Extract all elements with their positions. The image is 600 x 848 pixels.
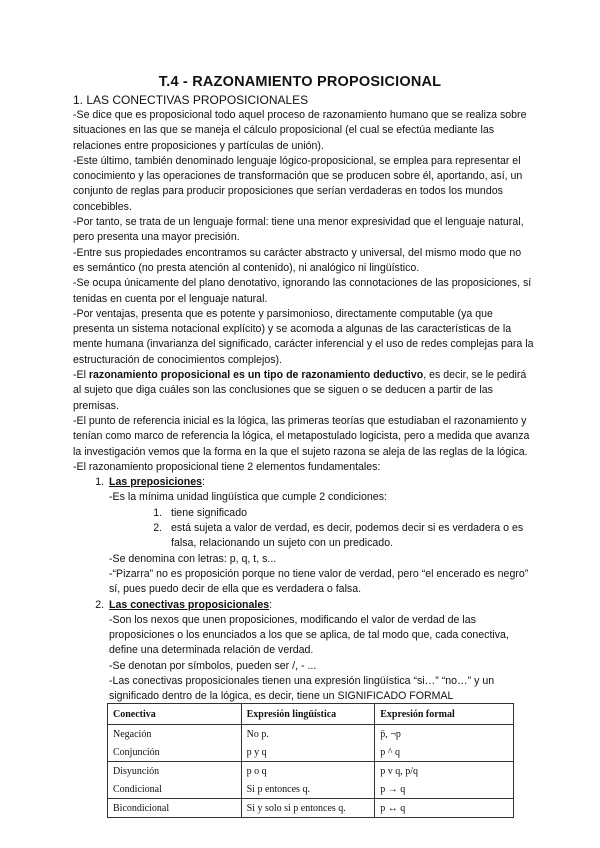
- colon: :: [202, 476, 205, 489]
- bold-text: razonamiento proposicional es un tipo de razonamiento deductivo: [88, 369, 424, 382]
- table-row: [108, 743, 514, 762]
- paragraph: -El punto de referencia inicial es la lógica, las primeras teorías que estudiaban el razonamiento y tenían como marco de referencia la lógica, el metapostulado logicista, pero a medida que avanza la investigación vemos que la forma en la que el sujeto razona se aleja de las reglas de la lógica.: [73, 414, 530, 458]
- sub-text: -Las conectivas proposicionales tienen una expresión lingüística “si…” “no…” y un significado dentro de la lógica, es decir, tiene un SIGNIFICADO FORMAL: [109, 674, 495, 703]
- table-header-row: [108, 704, 514, 725]
- list-item-label: Las preposiciones: [109, 476, 203, 489]
- text-fragment: , es decir, se le pedirá al sujeto que diga cuáles son las conclusiones que se siguen o se deducen a partir de las premisas.: [73, 369, 527, 412]
- paragraph: -El razonamiento proposicional tiene 2 elementos fundamentales:: [73, 460, 381, 473]
- condition-item: 1. tiene significado: [165, 506, 535, 521]
- table-header-cell: Expresión lingüística: [241, 704, 375, 725]
- table-cell: p v q, p/q: [375, 762, 514, 781]
- list-item: [107, 475, 535, 597]
- paragraph: -Se dice que es proposicional todo aquel proceso de razonamiento humano que se realiza sobre situaciones en las que se maneja el cálculo proposicional (el cual se efectúa mediante las relaciones entre proposiciones y partículas de unión).: [73, 109, 527, 152]
- table-row: [108, 780, 514, 799]
- table-row: [108, 799, 514, 818]
- conditions-list: [75, 506, 535, 552]
- table-cell: Bicondicional: [108, 799, 242, 818]
- table-cell: p y q: [241, 743, 375, 762]
- connectives-table: [107, 703, 514, 818]
- sub-text: -Son los nexos que unen proposiciones, modificando el valor de verdad de las proposiciones o los enunciados a los que se aplica, de tal modo que, cada conectiva, define una determinada relación de verdad.: [109, 613, 509, 657]
- colon: :: [269, 598, 273, 611]
- table-cell: p ↔ q: [375, 799, 514, 818]
- section-heading: 1. LAS CONECTIVAS PROPOSICIONALES: [73, 93, 309, 107]
- table-cell: Si y solo si p entonces q.: [241, 799, 375, 818]
- paragraph: -Este último, también denominado lenguaje lógico-proposicional, se emplea para representar el conocimiento y las operaciones de transformación que se producen sobre él, aportando, así, un conjunto de reglas para producir proposiciones que serían verdaderas en todos los mundos concebibles.: [73, 154, 523, 213]
- table-header-cell: Conectiva: [108, 704, 242, 725]
- paragraph-bold-definition: [73, 368, 535, 414]
- table-cell: p̄, ¬p: [375, 725, 514, 744]
- table-cell: Conjunción: [108, 743, 242, 762]
- table-cell: Si p entonces q.: [241, 780, 375, 799]
- table-cell: Condicional: [108, 780, 242, 799]
- paragraph: -Entre sus propiedades encontramos su carácter abstracto y universal, del mismo modo que no es semántico (no presta atención al contenido), ni analógico ni lingüístico.: [73, 246, 522, 274]
- condition-item: 2. está sujeta a valor de verdad, es decir, podemos decir si es verdadera o es falsa, relacionando un sujeto con un predicado.: [165, 521, 535, 552]
- document-body: [73, 108, 535, 705]
- page-title: T.4 - RAZONAMIENTO PROPOSICIONAL: [158, 74, 442, 90]
- table-row: [108, 725, 514, 744]
- table-cell: No p.: [241, 725, 375, 744]
- elements-list: [73, 475, 535, 704]
- list-item: [107, 598, 535, 705]
- table-cell: p o q: [241, 762, 375, 781]
- paragraph: -Por ventajas, presenta que es potente y parsimonioso, directamente computable (ya que presenta un sistema notacional explícito) y se acomoda a algunas de las características de la mente humana (invarianza del significado, carácter inferencial y el uso de redes complejas para la estructuración de conocimientos complejos).: [73, 307, 534, 366]
- list-item-label: Las conectivas proposicionales: [109, 598, 270, 611]
- table-row: [108, 762, 514, 781]
- text-fragment: -El: [73, 369, 89, 382]
- table-header-cell: Expresión formal: [375, 704, 514, 725]
- table-cell: p ^ q: [375, 743, 514, 762]
- sub-text: -Es la mínima unidad lingüística que cumple 2 condiciones:: [109, 491, 387, 504]
- sub-text: -Se denotan por símbolos, pueden ser /, - ...: [109, 659, 317, 672]
- sub-text: -Se denomina con letras: p, q, t, s...: [109, 552, 277, 565]
- table-cell: Disyunción: [108, 762, 242, 781]
- table-cell: Negación: [108, 725, 242, 744]
- table-cell: p → q: [375, 780, 514, 799]
- paragraph: -Se ocupa únicamente del plano denotativo, ignorando las connotaciones de las proposiciones, sí tenidas en cuenta por el lenguaje natural.: [73, 277, 532, 305]
- sub-text: -“Pizarra” no es proposición porque no tiene valor de verdad, pero “el encerado es negro” sí, pues puedo decir de ella que es verdadera o falsa.: [109, 567, 529, 596]
- paragraph: -Por tanto, se trata de un lenguaje formal: tiene una menor expresividad que el lenguaje natural, pero presenta una mayor precisión.: [73, 216, 524, 244]
